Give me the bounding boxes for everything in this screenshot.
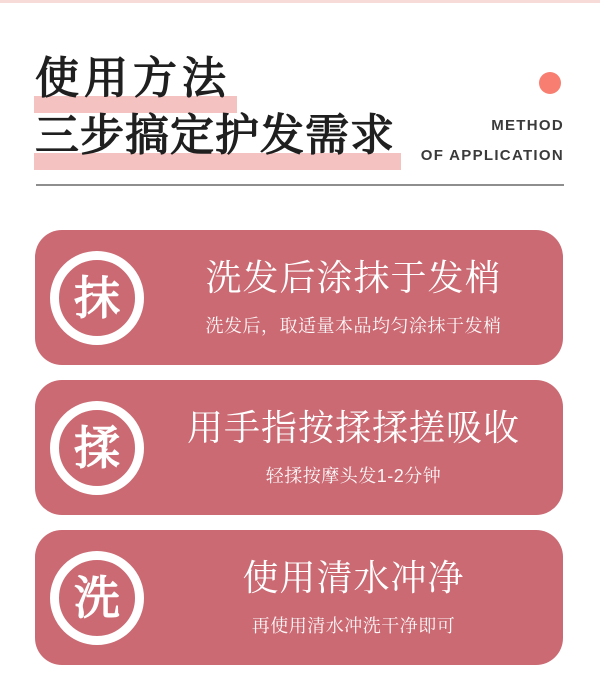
english-caption-lines (421, 111, 564, 171)
step-text-block (144, 557, 563, 638)
step-card-massage (35, 380, 563, 515)
step-description: 再使用清水冲洗干净即可 (251, 616, 456, 637)
step-badge-circle (50, 251, 144, 345)
accent-dot (539, 72, 561, 94)
step-badge-character: 洗 (74, 571, 120, 624)
of-application-label: OF APPLICATION (420, 147, 564, 164)
step-title: 洗发后涂抹于发梢 (205, 256, 502, 298)
step-badge-character: 揉 (74, 421, 120, 474)
header-titles (35, 50, 395, 164)
english-caption (421, 72, 564, 171)
step-card-apply (35, 230, 563, 365)
top-accent-bar (0, 0, 600, 3)
step-text-block (144, 407, 563, 488)
divider-line (36, 184, 564, 186)
step-text-block (144, 257, 563, 338)
step-badge-circle (50, 401, 144, 495)
step-card-rinse (35, 530, 563, 665)
step-description: 轻揉按摩头发1-2分钟 (265, 466, 442, 487)
page-title-text: 使用方法 (35, 50, 231, 107)
page-subtitle (35, 107, 395, 164)
step-description: 洗发后，取适量本品均匀涂抹于发梢 (205, 316, 502, 337)
page-subtitle-text: 三步搞定护发需求 (35, 107, 395, 164)
step-badge-character: 抹 (74, 271, 120, 324)
method-label: METHOD (491, 117, 564, 134)
step-title: 用手指按揉揉搓吸收 (186, 406, 520, 448)
step-badge-circle (50, 551, 144, 645)
step-title: 使用清水冲净 (242, 556, 465, 598)
steps-list (35, 230, 563, 680)
page-title (35, 50, 395, 107)
